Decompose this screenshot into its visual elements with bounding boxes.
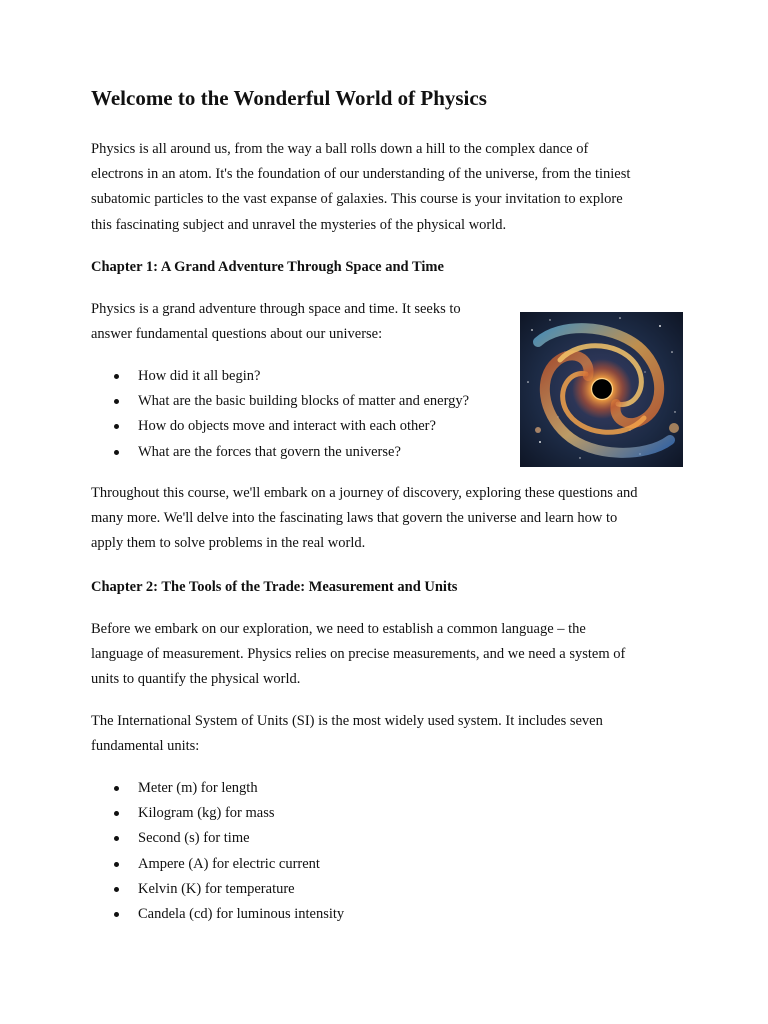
chapter-2-heading: Chapter 2: The Tools of the Trade: Measurement and Units [91, 579, 458, 595]
intro-line: electrons in an atom. It's the foundation of our understanding of the universe, from the tiniest [91, 166, 631, 183]
chapter-1-outro-line: apply them to solve problems in the real world. [91, 535, 366, 552]
list-item [91, 389, 469, 414]
galaxy-illustration-icon [520, 312, 683, 467]
chapter-2-intro-line: Before we embark on our exploration, we need to establish a common language – the [91, 621, 586, 637]
list-item-text: Candela (cd) for luminous intensity [138, 905, 345, 922]
chapter-1-intro [91, 297, 461, 347]
chapter-1-outro [91, 481, 638, 557]
list-item-text: What are the basic building blocks of matter and energy? [138, 393, 470, 410]
list-item-text: How do objects move and interact with each other? [138, 418, 436, 435]
chapter-1-intro-line: answer fundamental questions about our universe: [91, 326, 383, 343]
chapter-2-intro [91, 617, 625, 693]
si-line: The International System of Units (SI) is the most widely used system. It includes seven [91, 713, 603, 729]
intro-paragraph [91, 137, 630, 238]
chapter-1-heading: Chapter 1: A Grand Adventure Through Space and Time [91, 259, 444, 275]
list-item [91, 440, 469, 465]
bullet-icon [114, 836, 119, 841]
bullet-icon [114, 912, 119, 917]
list-item-text: Kelvin (K) for temperature [138, 880, 295, 897]
list-item [91, 877, 344, 902]
list-item-text: How did it all begin? [138, 368, 261, 384]
questions-list [91, 364, 469, 465]
bullet-icon [114, 862, 119, 867]
list-item [91, 776, 344, 801]
list-item-text: Kilogram (kg) for mass [138, 805, 275, 822]
list-item [91, 414, 469, 439]
list-item [91, 364, 469, 389]
chapter-2-intro-line: language of measurement. Physics relies on precise measurements, and we need a system of [91, 646, 626, 663]
intro-line: this fascinating subject and unravel the mysteries of the physical world. [91, 216, 507, 233]
list-item-text: Second (s) for time [138, 830, 250, 847]
intro-line: subatomic particles to the vast expanse of galaxies. This course is your invitation to explore [91, 191, 623, 208]
bullet-icon [114, 887, 119, 892]
bullet-icon [114, 811, 119, 816]
intro-line: Physics is all around us, from the way a ball rolls down a hill to the complex dance of [91, 141, 589, 157]
chapter-1-outro-line: many more. We'll delve into the fascinating laws that govern the universe and learn how to [91, 510, 618, 527]
bullet-icon [114, 374, 119, 379]
bullet-icon [114, 786, 119, 791]
list-item-text: Meter (m) for length [138, 780, 258, 796]
page-title: Welcome to the Wonderful World of Physics [91, 86, 487, 110]
list-item [91, 902, 344, 927]
bullet-icon [114, 424, 119, 429]
list-item-text: Ampere (A) for electric current [138, 855, 320, 872]
list-item [91, 826, 344, 851]
si-units-list [91, 776, 344, 927]
si-paragraph [91, 709, 603, 759]
list-item [91, 801, 344, 826]
list-item-text: What are the forces that govern the universe? [138, 443, 401, 460]
chapter-1-intro-line: Physics is a grand adventure through space and time. It seeks to [91, 301, 461, 317]
list-item [91, 852, 344, 877]
chapter-2-intro-line: units to quantify the physical world. [91, 671, 301, 688]
bullet-icon [114, 399, 119, 404]
si-line: fundamental units: [91, 738, 200, 755]
bullet-icon [114, 450, 119, 455]
chapter-1-outro-line: Throughout this course, we'll embark on a journey of discovery, exploring these questions and [91, 485, 638, 501]
